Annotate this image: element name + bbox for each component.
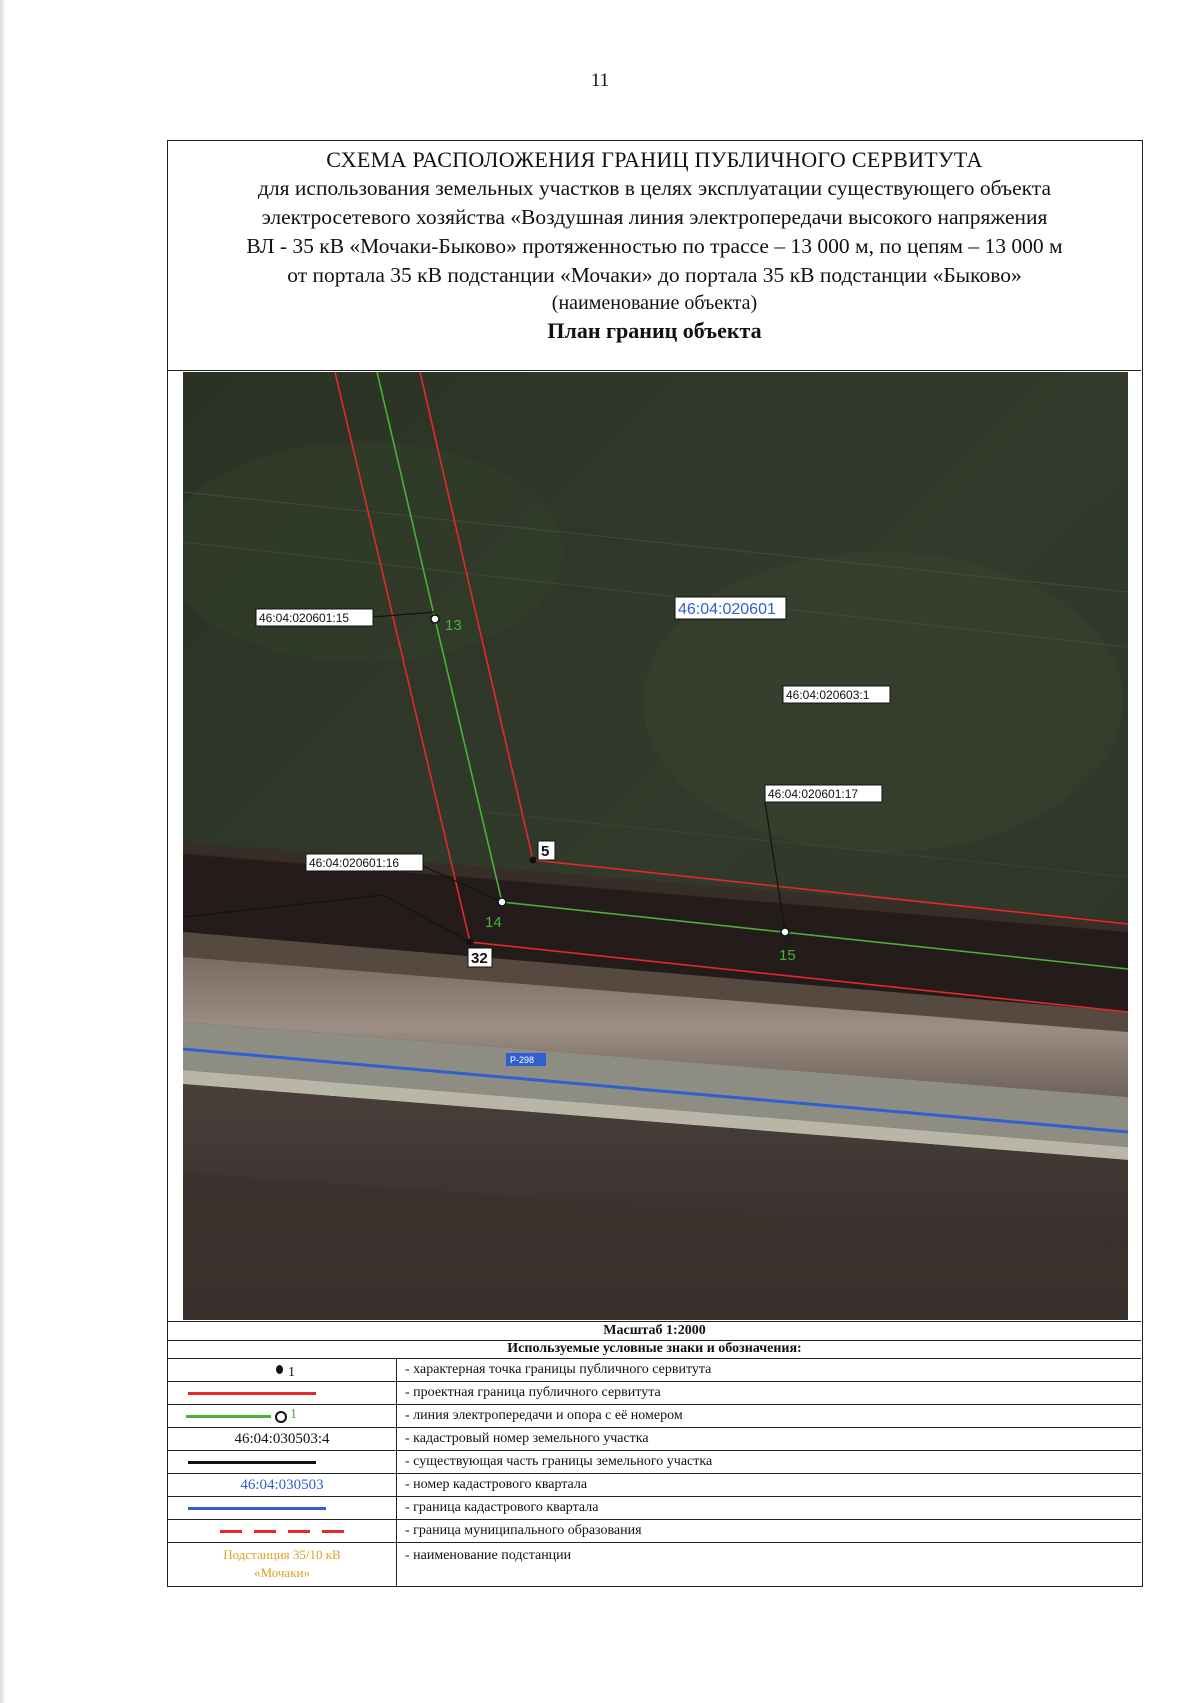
satellite-map	[183, 372, 1128, 1320]
legend-row	[168, 1359, 1141, 1382]
quarter-boundary-symbol	[188, 1507, 326, 1510]
legend-row	[168, 1451, 1141, 1474]
schema-subtitle-line-2: электросетевого хозяйства «Воздушная линия электропередачи высокого напряжения	[261, 205, 1048, 229]
point-number-32: 32	[471, 950, 488, 967]
schema-title: СХЕМА РАСПОЛОЖЕНИЯ ГРАНИЦ ПУБЛИЧНОГО СЕРВИТУТА	[326, 147, 983, 172]
legend-description: - линия электропередачи и опора с её номером	[405, 1408, 683, 1423]
page-number: 11	[590, 70, 610, 91]
boundary-point-5	[530, 857, 537, 864]
point-number-5: 5	[541, 843, 550, 860]
legend-symbol	[168, 1382, 397, 1404]
quarter-label: 46:04:020601	[678, 601, 776, 618]
schema-subtitle-line-3: ВЛ - 35 кВ «Мочаки-Быково» протяженностью по трассе – 13 000 м, по цепям – 13 000 м	[246, 234, 1063, 258]
schema-header	[168, 141, 1141, 371]
substation-sample-line-2: «Мочаки»	[254, 1565, 310, 1580]
legend-symbol	[168, 1451, 397, 1473]
legend-symbol	[168, 1474, 397, 1496]
legend-description: - граница муниципального образования	[405, 1523, 642, 1538]
legend-row	[168, 1428, 1141, 1451]
legend-table	[168, 1359, 1141, 1587]
scan-edge-shadow	[0, 0, 6, 1703]
plan-title: План границ объекта	[547, 318, 762, 343]
legend-symbol	[168, 1359, 397, 1381]
legend-description: - характерная точка границы публичного сервитута	[405, 1362, 712, 1377]
legend-row	[168, 1520, 1141, 1543]
schema-frame	[167, 140, 1143, 1587]
parcel-label: 46:04:020601:15	[259, 611, 350, 625]
power-support-14	[498, 898, 506, 906]
legend-symbol	[168, 1520, 397, 1542]
parcel-label: 46:04:020601:16	[309, 856, 400, 870]
power-support-13	[431, 615, 439, 623]
support-number-14: 14	[485, 914, 502, 931]
boundary-point-symbol	[276, 1365, 283, 1374]
power-line-symbol	[186, 1415, 271, 1418]
boundary-point-32	[467, 939, 474, 946]
power-support-symbol	[275, 1411, 287, 1423]
existing-boundary-symbol	[188, 1461, 316, 1464]
legend-symbol	[168, 1543, 397, 1587]
legend-symbol	[168, 1497, 397, 1519]
schema-subtitle-line-4: от портала 35 кВ подстанции «Мочаки» до портала 35 кВ подстанции «Быково»	[287, 263, 1022, 287]
legend-description: - номер кадастрового квартала	[405, 1477, 588, 1492]
legend-row	[168, 1405, 1141, 1428]
legend-description: - существующая часть границы земельного участка	[405, 1454, 713, 1469]
parcel-number-sample: 46:04:030503:4	[234, 1431, 330, 1447]
legend-symbol	[168, 1405, 397, 1427]
object-name-caption: (наименование объекта)	[551, 292, 758, 314]
parcel-label: 46:04:020603:1	[786, 688, 870, 702]
parcel-label: 46:04:020601:17	[768, 787, 859, 801]
legend-row	[168, 1382, 1141, 1405]
legend-row	[168, 1497, 1141, 1520]
servitude-boundary-symbol	[188, 1392, 316, 1395]
schema-subtitle-line-1: для использования земельных участков в целях эксплуатации существующего объекта	[257, 176, 1052, 200]
power-support-15	[781, 928, 789, 936]
power-support-symbol-number: 1	[290, 1407, 297, 1422]
road-label: Р-298	[510, 1055, 535, 1065]
support-number-13: 13	[445, 617, 462, 634]
legend-row	[168, 1474, 1141, 1497]
scale-label: Масштаб 1:2000	[168, 1321, 1141, 1341]
boundary-point-symbol-number: 1	[288, 1365, 295, 1380]
legend-title: Используемые условные знаки и обозначения:	[168, 1340, 1141, 1359]
legend-symbol	[168, 1428, 397, 1450]
legend-description: - граница кадастрового квартала	[405, 1500, 599, 1515]
quarter-number-sample: 46:04:030503	[240, 1477, 324, 1493]
support-number-15: 15	[779, 947, 796, 964]
legend-description: - наименование подстанции	[405, 1548, 572, 1563]
substation-sample-line-1: Подстанция 35/10 кВ	[223, 1547, 341, 1562]
legend-description: - кадастровый номер земельного участка	[405, 1431, 649, 1446]
legend-description: - проектная граница публичного сервитута	[405, 1385, 661, 1400]
legend-row	[168, 1543, 1141, 1587]
municipal-boundary-symbol	[220, 1530, 352, 1533]
